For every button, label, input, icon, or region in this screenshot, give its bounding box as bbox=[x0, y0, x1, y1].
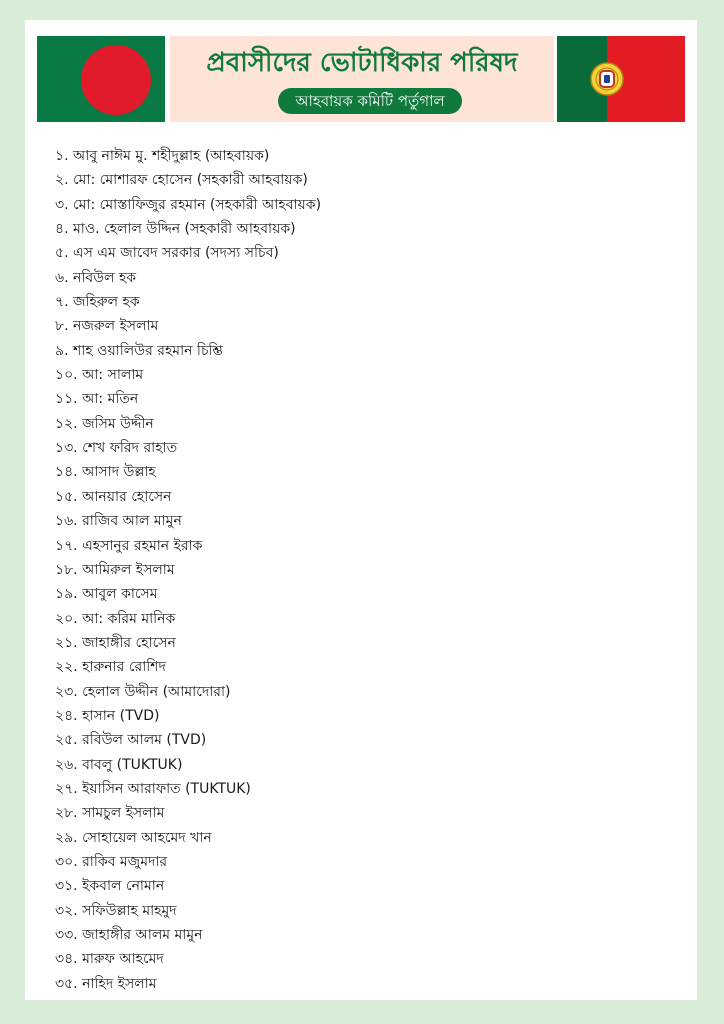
list-item: ৩২. সফিউল্লাহ মাহমুদ bbox=[55, 902, 177, 919]
list-item: ২১. জাহাঙ্গীর হোসেন bbox=[55, 634, 176, 651]
list-item: ১৪. আসাদ উল্লাহ bbox=[55, 464, 156, 481]
list-item: ২৬. বাবলু (TUKTUK) bbox=[55, 756, 183, 773]
list-item: ১৭. এহসানুর রহমান ইরাক bbox=[55, 537, 203, 554]
portugal-flag-icon bbox=[557, 36, 685, 122]
title-banner bbox=[170, 36, 554, 122]
list-item: ১৮. আমিরুল ইসলাম bbox=[55, 561, 175, 578]
portugal-coat-of-arms-icon bbox=[589, 61, 625, 97]
page-title: প্রবাসীদের ভোটাধিকার পরিষদ bbox=[206, 48, 518, 78]
bangladesh-flag-icon bbox=[37, 36, 165, 122]
list-item: ৪. মাও. হেলাল উদ্দিন (সহকারী আহবায়ক) bbox=[55, 221, 296, 238]
list-item: ২২. হারুনার রোশিদ bbox=[55, 659, 166, 676]
list-item: ২. মো: মোশারফ হোসেন (সহকারী আহবায়ক) bbox=[55, 172, 308, 189]
document-page bbox=[25, 20, 697, 1000]
list-item: ৩. মো: মোস্তাফিজুর রহমান (সহকারী আহবায়ক) bbox=[55, 196, 322, 213]
list-item: ৫. এস এম জাবেদ সরকার (সদস্য সচিব) bbox=[55, 245, 279, 262]
list-item: ৩১. ইকবাল নোমান bbox=[55, 878, 165, 895]
list-item: ৬. নবিউল হক bbox=[55, 269, 137, 286]
list-item: ৯. শাহ ওয়ালিউর রহমান চিশ্তি bbox=[55, 342, 223, 359]
list-item: ১৬. রাজিব আল মামুন bbox=[55, 513, 182, 530]
member-list bbox=[55, 144, 321, 996]
list-item: ২৯. সোহায়েল আহমেদ খান bbox=[55, 829, 212, 846]
list-item: ২৪. হাসান (TVD) bbox=[55, 707, 160, 724]
flag-red-disc bbox=[81, 45, 151, 115]
list-item: ৩০. রাকিব মজুমদার bbox=[55, 853, 168, 870]
list-item: ২৭. ইয়াসিন আরাফাত (TUKTUK) bbox=[55, 780, 251, 797]
list-item: ১৩. শেখ ফরিদ রাহাত bbox=[55, 440, 178, 457]
list-item: ১২. জসিম উদ্দীন bbox=[55, 415, 154, 432]
list-item: ১. আবু নাঈম মু. শহীদুল্লাহ (আহবায়ক) bbox=[55, 148, 270, 164]
list-item: ২৩. হেলাল উদ্দীন (আমাদোরা) bbox=[55, 683, 231, 700]
list-item: ৩৪. মারুফ আহমেদ bbox=[55, 951, 164, 968]
subtitle-badge: আহবায়ক কমিটি পর্তুগাল bbox=[278, 88, 462, 114]
list-item: ২৫. রবিউল আলম (TVD) bbox=[55, 732, 207, 749]
list-item: ১৯. আবুল কাসেম bbox=[55, 586, 158, 603]
list-item: ১৫. আনয়ার হোসেন bbox=[55, 488, 172, 505]
header bbox=[37, 36, 685, 122]
list-item: ৭. জহিরুল হক bbox=[55, 294, 140, 311]
list-item: ১১. আ: মতিন bbox=[55, 391, 139, 408]
list-item: ১০. আ: সালাম bbox=[55, 367, 144, 384]
list-item: ৩৩. জাহাঙ্গীর আলম মামুন bbox=[55, 927, 203, 943]
list-item: ৮. নজরুল ইসলাম bbox=[55, 318, 159, 335]
list-item: ২৮. সামচুল ইসলাম bbox=[55, 805, 165, 822]
list-item: ৩৫. নাহিদ ইসলাম bbox=[55, 975, 157, 992]
list-item: ২০. আ: করিম মানিক bbox=[55, 610, 176, 627]
